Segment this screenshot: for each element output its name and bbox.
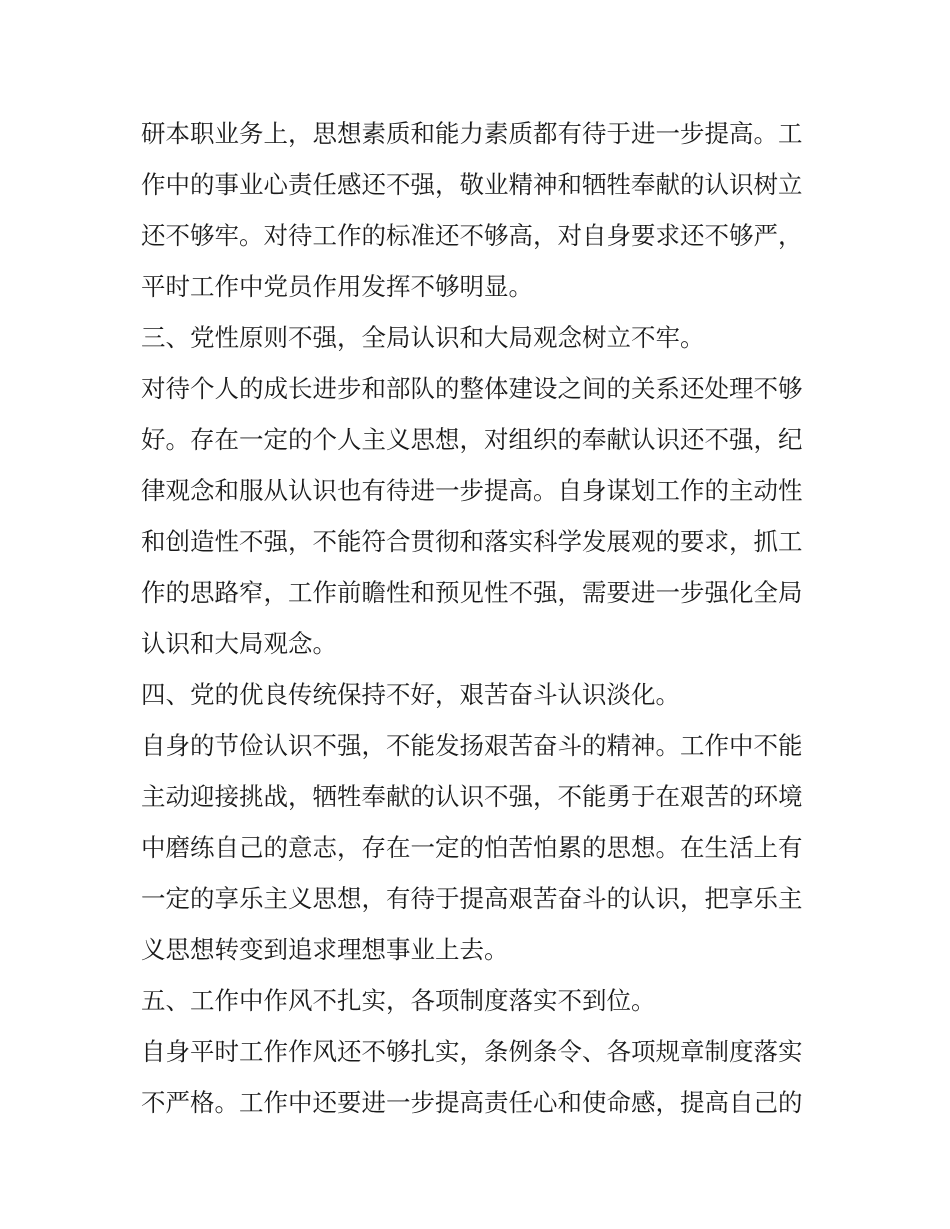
text-line: 中磨练自己的意志，存在一定的怕苦怕累的思想。在生活上有	[141, 833, 803, 862]
section-heading: 三、党性原则不强，全局认识和大局观念树立不牢。	[141, 323, 705, 352]
text-line: 和创造性不强，不能符合贯彻和落实科学发展观的要求，抓工	[141, 527, 803, 556]
text-line: 自身平时工作作风还不够扎实，条例条令、各项规章制度落实	[141, 1037, 803, 1066]
text-line: 平时工作中党员作用发挥不够明显。	[141, 272, 533, 301]
text-line: 好。存在一定的个人主义思想，对组织的奉献认识还不强，纪	[141, 425, 803, 454]
document-body	[141, 108, 821, 1128]
text-line: 一定的享乐主义思想，有待于提高艰苦奋斗的认识，把享乐主	[141, 884, 803, 913]
text-line: 作中的事业心责任感还不强，敬业精神和牺牲奉献的认识树立	[141, 170, 803, 199]
section-heading: 四、党的优良传统保持不好，艰苦奋斗认识淡化。	[141, 680, 680, 709]
text-line: 义思想转变到追求理想事业上去。	[141, 935, 509, 964]
section-heading: 五、工作中作风不扎实，各项制度落实不到位。	[141, 986, 656, 1015]
text-line: 律观念和服从认识也有待进一步提高。自身谋划工作的主动性	[141, 476, 803, 505]
text-line: 还不够牢。对待工作的标准还不够高，对自身要求还不够严，	[141, 221, 803, 250]
text-line: 对待个人的成长进步和部队的整体建设之间的关系还处理不够	[141, 374, 803, 403]
text-line: 研本职业务上，思想素质和能力素质都有待于进一步提高。工	[141, 119, 803, 148]
text-line: 作的思路窄，工作前瞻性和预见性不强，需要进一步强化全局	[141, 578, 803, 607]
text-line: 认识和大局观念。	[141, 629, 337, 658]
text-line: 不严格。工作中还要进一步提高责任心和使命感，提高自己的	[141, 1088, 803, 1117]
text-line: 自身的节俭认识不强，不能发扬艰苦奋斗的精神。工作中不能	[141, 731, 803, 760]
text-line: 主动迎接挑战，牺牲奉献的认识不强，不能勇于在艰苦的环境	[141, 782, 803, 811]
